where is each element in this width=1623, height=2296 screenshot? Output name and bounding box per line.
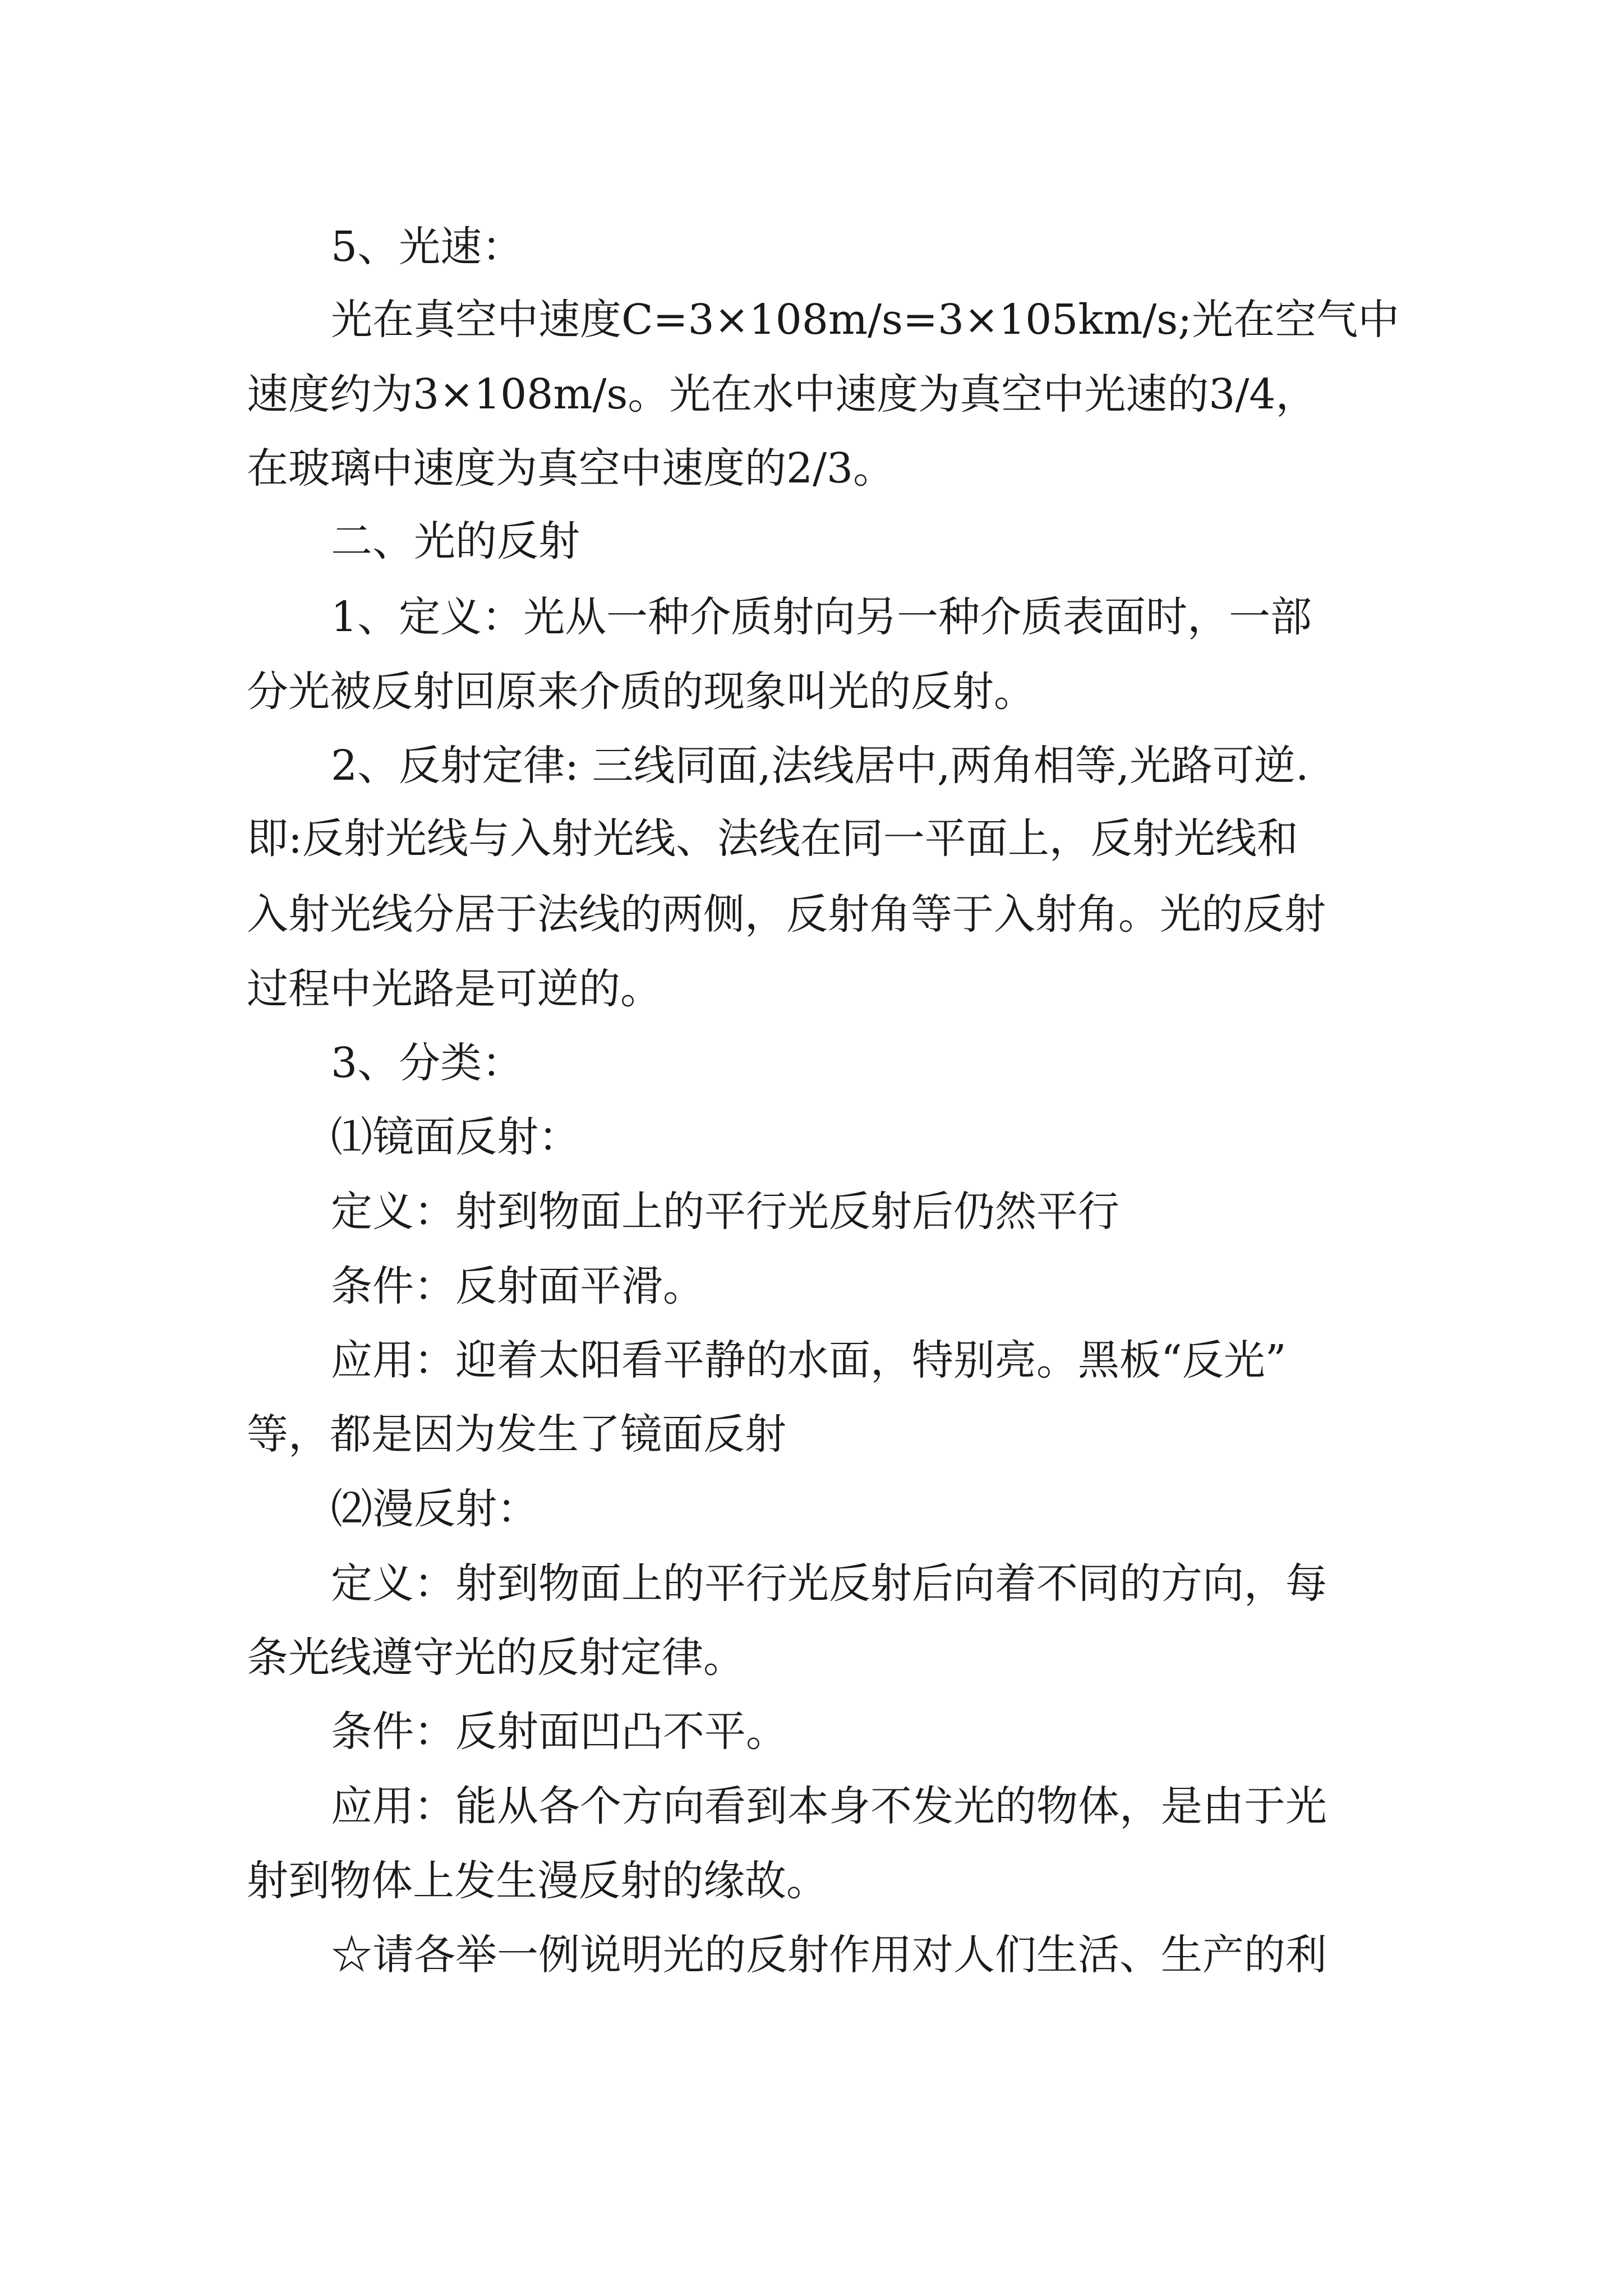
text-line: 过程中光路是可逆的。 [247, 965, 662, 1013]
text-line: 条件：反射面凹凸不平。 [331, 1708, 787, 1756]
text-line: 光在真空中速度C=3×108m/s=3×105km/s;光在空气中 [331, 296, 1400, 344]
text-line: 应用：迎着太阳看平静的水面，特别亮。黑板“反光” [331, 1336, 1287, 1384]
text-line: 条件：反射面平滑。 [331, 1262, 704, 1310]
text-line: ☆请各举一例说明光的反射作用对人们生活、生产的利 [331, 1931, 1327, 1979]
text-line: 速度约为3×108m/s。光在水中速度为真空中光速的3/4， [247, 370, 1317, 418]
text-line: 分光被反射回原来介质的现象叫光的反射。 [247, 668, 1035, 716]
text-line: ⑵漫反射： [331, 1485, 538, 1533]
text-line: 5、光速： [331, 223, 524, 271]
text-line: 定义：射到物面上的平行光反射后仍然平行 [331, 1188, 1119, 1236]
text-line: 应用：能从各个方向看到本身不发光的物体，是由于光 [331, 1782, 1327, 1830]
text-line: 条光线遵守光的反射定律。 [247, 1634, 745, 1682]
text-line: 定义：射到物面上的平行光反射后向着不同的方向，每 [331, 1559, 1327, 1608]
text-line: 在玻璃中速度为真空中速度的2/3。 [247, 444, 895, 493]
text-line: ⑴镜面反射： [331, 1113, 580, 1161]
text-line: 2、反射定律: 三线同面,法线居中,两角相等,光路可逆. [331, 742, 1309, 790]
text-line: 射到物体上发生漫反射的缘故。 [247, 1857, 828, 1905]
text-line: 1、定义：光从一种介质射向另一种介质表面时，一部 [331, 593, 1312, 641]
text-line: 即:反射光线与入射光线、法线在同一平面上，反射光线和 [247, 815, 1298, 863]
text-line: 3、分类： [331, 1039, 524, 1087]
text-line: 入射光线分居于法线的两侧，反射角等于入射角。光的反射 [247, 890, 1326, 938]
text-line: 等，都是因为发生了镜面反射 [247, 1410, 786, 1458]
section-heading: 二、光的反射 [331, 517, 580, 565]
